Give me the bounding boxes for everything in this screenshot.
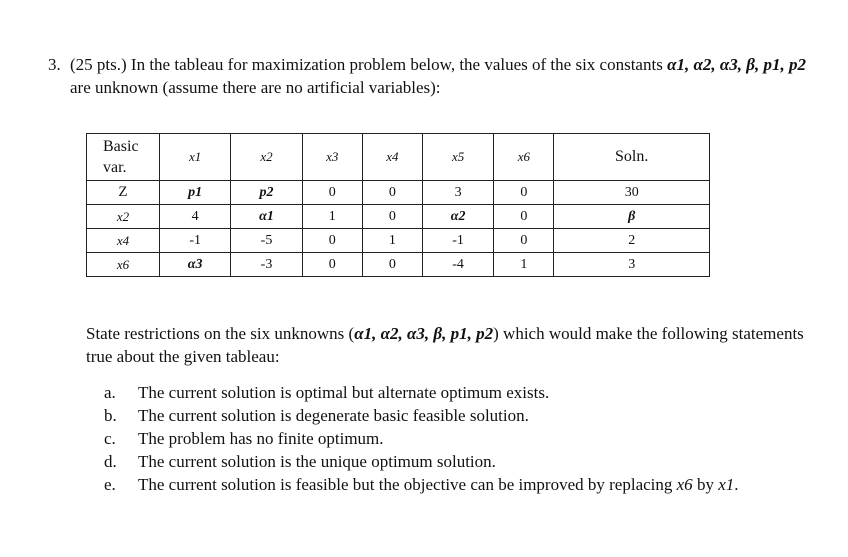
row-basic-var: x2 [87,205,160,229]
tableau-cell: 0 [362,205,422,229]
statement-text-start: State restrictions on the six unknowns ( [86,324,355,343]
tableau-cell: α1 [231,205,302,229]
tableau-cell: α3 [160,253,231,277]
basic-header-line-1: Basic [103,138,139,155]
options-list [104,381,824,496]
problem-number: 3. [48,55,61,74]
simplex-tableau [86,133,710,277]
tableau-header-row [87,134,710,181]
option-item [104,381,824,404]
statement-text-end: ) which would make the following statements true about the given tableau: [86,324,804,366]
tableau-cell: 3 [422,181,493,205]
option-text-period: . [734,475,739,494]
tableau-row-z [87,181,710,205]
tableau-cell: 0 [494,229,554,253]
tableau-cell: p1 [160,181,231,205]
tableau-cell: -1 [422,229,493,253]
column-header-x6: x6 [494,134,554,181]
tableau-cell: 0 [494,205,554,229]
tableau-row-x2 [87,205,710,229]
tableau-cell: 1 [302,205,362,229]
option-item [104,427,824,450]
tableau-cell: -4 [422,253,493,277]
option-text: The current solution is feasible but the objective can be improved by replacing [138,475,673,494]
tableau-cell: 0 [302,181,362,205]
problem-constants-2: β, p1, p2 [746,55,806,74]
tableau-cell: 4 [160,205,231,229]
problem-points: (25 pts.) [70,55,127,74]
option-letter: b. [104,406,117,425]
problem-intro-end: are unknown (assume there are no artificial variables): [70,78,441,97]
tableau-cell: 0 [494,181,554,205]
tableau-cell: -1 [160,229,231,253]
option-letter: a. [104,383,116,402]
restrictions-statement [86,322,806,368]
option-letter: e. [104,475,116,494]
tableau-cell: 30 [554,181,710,205]
option-item [104,450,824,473]
column-header-soln: Soln. [554,134,710,181]
tableau-row-x4 [87,229,710,253]
option-text-by: by [696,475,714,494]
basic-header-line-2: var. [103,159,127,176]
statement-constants: α1, α2, α3, β, p1, p2 [354,324,494,343]
option-text: The current solution is optimal but alternate optimum exists. [138,383,550,402]
tableau-cell: -3 [231,253,302,277]
tableau-cell: 3 [554,253,710,277]
column-header-x1: x1 [160,134,231,181]
column-header-x2: x2 [231,134,302,181]
tableau-cell: 0 [302,253,362,277]
row-basic-var: Z [87,181,160,205]
tableau-cell: 0 [362,253,422,277]
row-basic-var: x4 [87,229,160,253]
tableau-cell: β [554,205,710,229]
row-basic-var: x6 [87,253,160,277]
option-letter: d. [104,452,117,471]
tableau-cell: 2 [554,229,710,253]
tableau-cell: -5 [231,229,302,253]
tableau-row-x6 [87,253,710,277]
tableau-cell: 0 [362,181,422,205]
tableau-cell: p2 [231,181,302,205]
option-letter: c. [104,429,116,448]
problem-constants-1: α1, α2, α3, [667,55,743,74]
problem-text [70,53,810,99]
tableau-cell: 1 [362,229,422,253]
tableau-cell: α2 [422,205,493,229]
option-text: The current solution is degenerate basic feasible solution. [138,406,529,425]
option-item [104,473,824,496]
problem-intro: In the tableau for maximization problem below, the values of the six constants [130,55,663,74]
option-var-x1: x1 [718,475,735,494]
option-item [104,404,824,427]
tableau-cell: 1 [494,253,554,277]
option-var-x6: x6 [676,475,693,494]
option-text: The current solution is the unique optimum solution. [138,452,496,471]
column-header-x3: x3 [302,134,362,181]
option-text: The problem has no finite optimum. [138,429,384,448]
column-header-x5: x5 [422,134,493,181]
column-header-x4: x4 [362,134,422,181]
tableau-cell: 0 [302,229,362,253]
basic-var-header [87,134,160,181]
